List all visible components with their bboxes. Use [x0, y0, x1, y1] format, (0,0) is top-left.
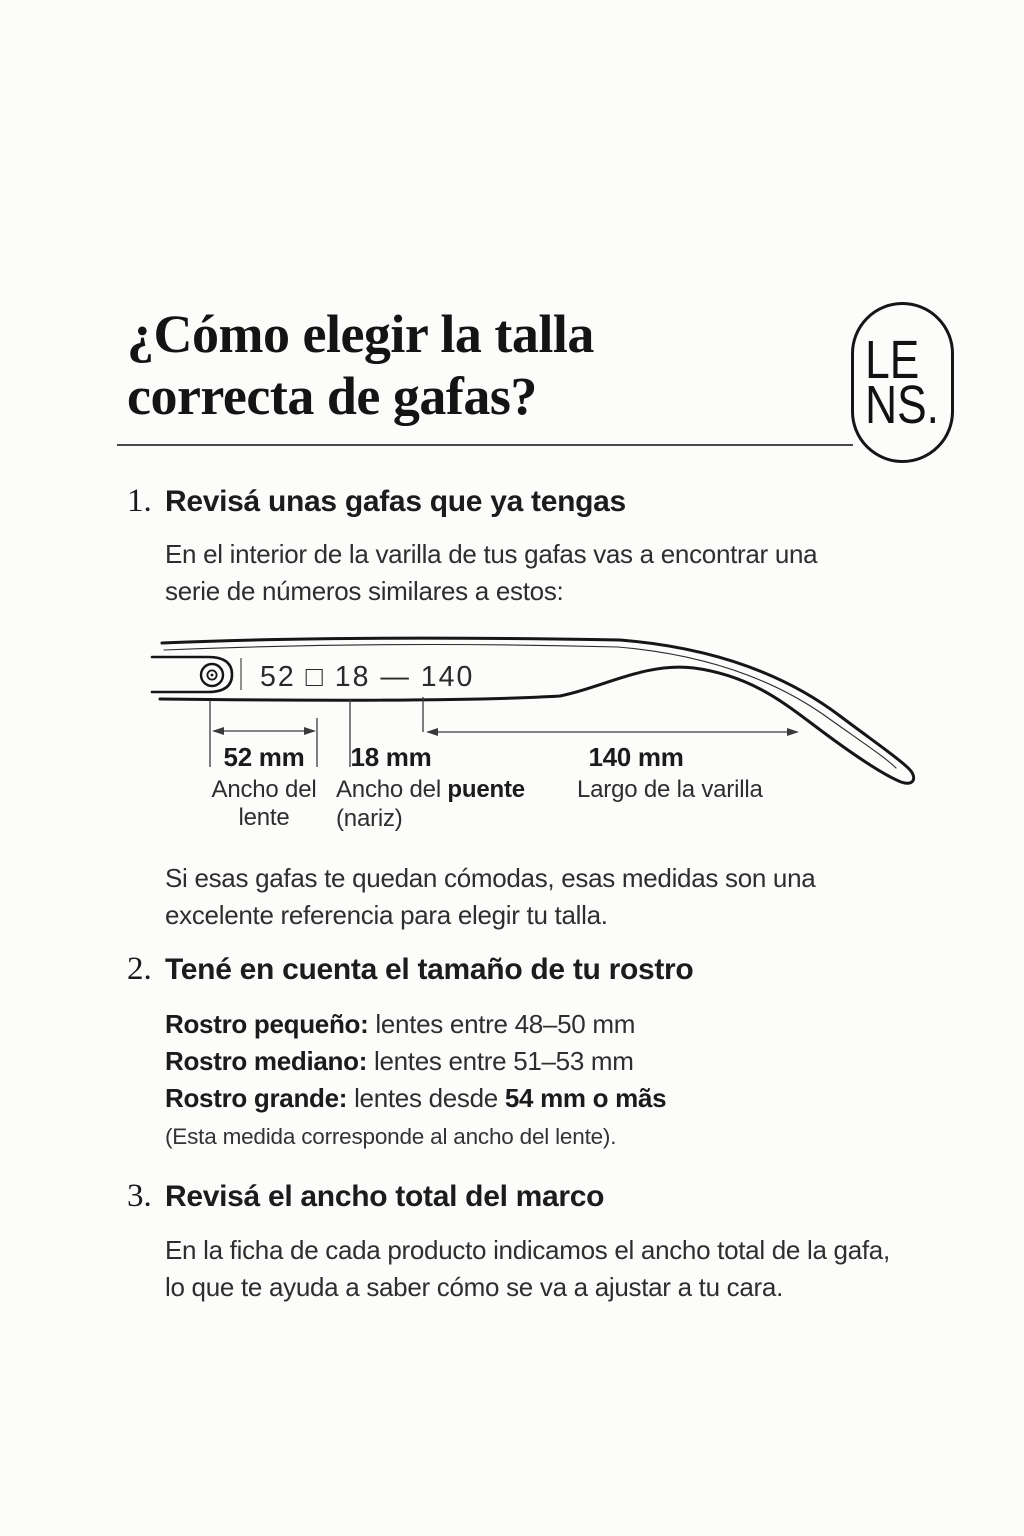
section1-title: Revisá unas gafas que ya tengas: [165, 485, 626, 518]
face-large-text: lentes desde: [347, 1083, 505, 1113]
section2-title: Tené en cuenta el tamaño de tu rostro: [165, 953, 694, 986]
section3-body-line2: lo que te ayuda a saber cómo se va a ajustar a tu cara.: [165, 1272, 783, 1302]
face-large-label: Rostro grande:: [165, 1083, 348, 1113]
temple-length-dimension-line: [426, 728, 799, 736]
section3-body-line1: En la ficha de cada producto indicamos el ancho total de la gafa,: [165, 1235, 890, 1265]
section1-number: 1.: [127, 483, 152, 519]
bridge-width-label: [336, 776, 525, 804]
lens-width-dimension-line: [212, 727, 316, 735]
section3-number: 3.: [127, 1178, 152, 1214]
lens-logo: [851, 302, 954, 463]
page-title-line1: ¿Cómo elegir la talla: [127, 304, 594, 364]
face-size-row-large: [165, 1080, 666, 1117]
lens-width-label-line1: Ancho del: [211, 776, 317, 803]
face-medium-text: lentes entre 51–53 mm: [367, 1046, 634, 1076]
lens-width-note: (Esta medida corresponde al ancho del lente).: [165, 1124, 617, 1149]
face-size-row-small: [165, 1006, 635, 1043]
face-medium-label: Rostro mediano:: [165, 1046, 368, 1076]
section1-heading: [127, 483, 626, 520]
face-small-text: lentes entre 48–50 mm: [368, 1009, 636, 1039]
bridge-width-sublabel: (nariz): [336, 805, 403, 832]
lens-logo-text: [865, 329, 940, 435]
title-divider: [117, 444, 853, 446]
bridge-width-value: 18 mm: [350, 742, 432, 772]
bridge-width-label-regular: Ancho del: [336, 776, 448, 803]
face-small-label: Rostro pequeño:: [165, 1009, 369, 1039]
page-title: [127, 303, 594, 427]
temple-length-label: Largo de la varilla: [577, 776, 763, 803]
section1-intro-line1: En el interior de la varilla de tus gafas vas a encontrar una: [165, 539, 818, 569]
hinge-screw-icon: [201, 664, 223, 686]
lens-logo-line1: LE: [865, 329, 920, 390]
page-title-line2: correcta de gafas?: [127, 366, 537, 426]
face-large-tail: 54 mm o mãs: [504, 1083, 667, 1113]
section3-heading: [127, 1178, 604, 1215]
lens-width-label-line2: lente: [238, 804, 290, 831]
lens-width-label: [212, 776, 317, 832]
section2-number: 2.: [127, 951, 152, 987]
lens-logo-line2: NS.: [865, 374, 940, 435]
section2-heading: [127, 951, 693, 988]
face-size-row-medium: [165, 1043, 634, 1080]
bridge-width-label-bold: puente: [447, 776, 525, 803]
section1-outro-line2: excelente referencia para elegir tu talla.: [165, 900, 608, 930]
hinge-cap: [152, 657, 232, 692]
temple-measurement-diagram: [150, 615, 960, 865]
section3-title: Revisá el ancho total del marco: [165, 1180, 605, 1213]
lens-width-value: 52 mm: [223, 742, 305, 772]
section1-outro-line1: Si esas gafas te quedan cómodas, esas medidas son una: [165, 863, 816, 893]
engraving-text: 52 □ 18 — 140: [260, 661, 475, 693]
temple-length-value: 140 mm: [588, 742, 684, 772]
section1-intro-line2: serie de números similares a estos:: [165, 576, 564, 606]
